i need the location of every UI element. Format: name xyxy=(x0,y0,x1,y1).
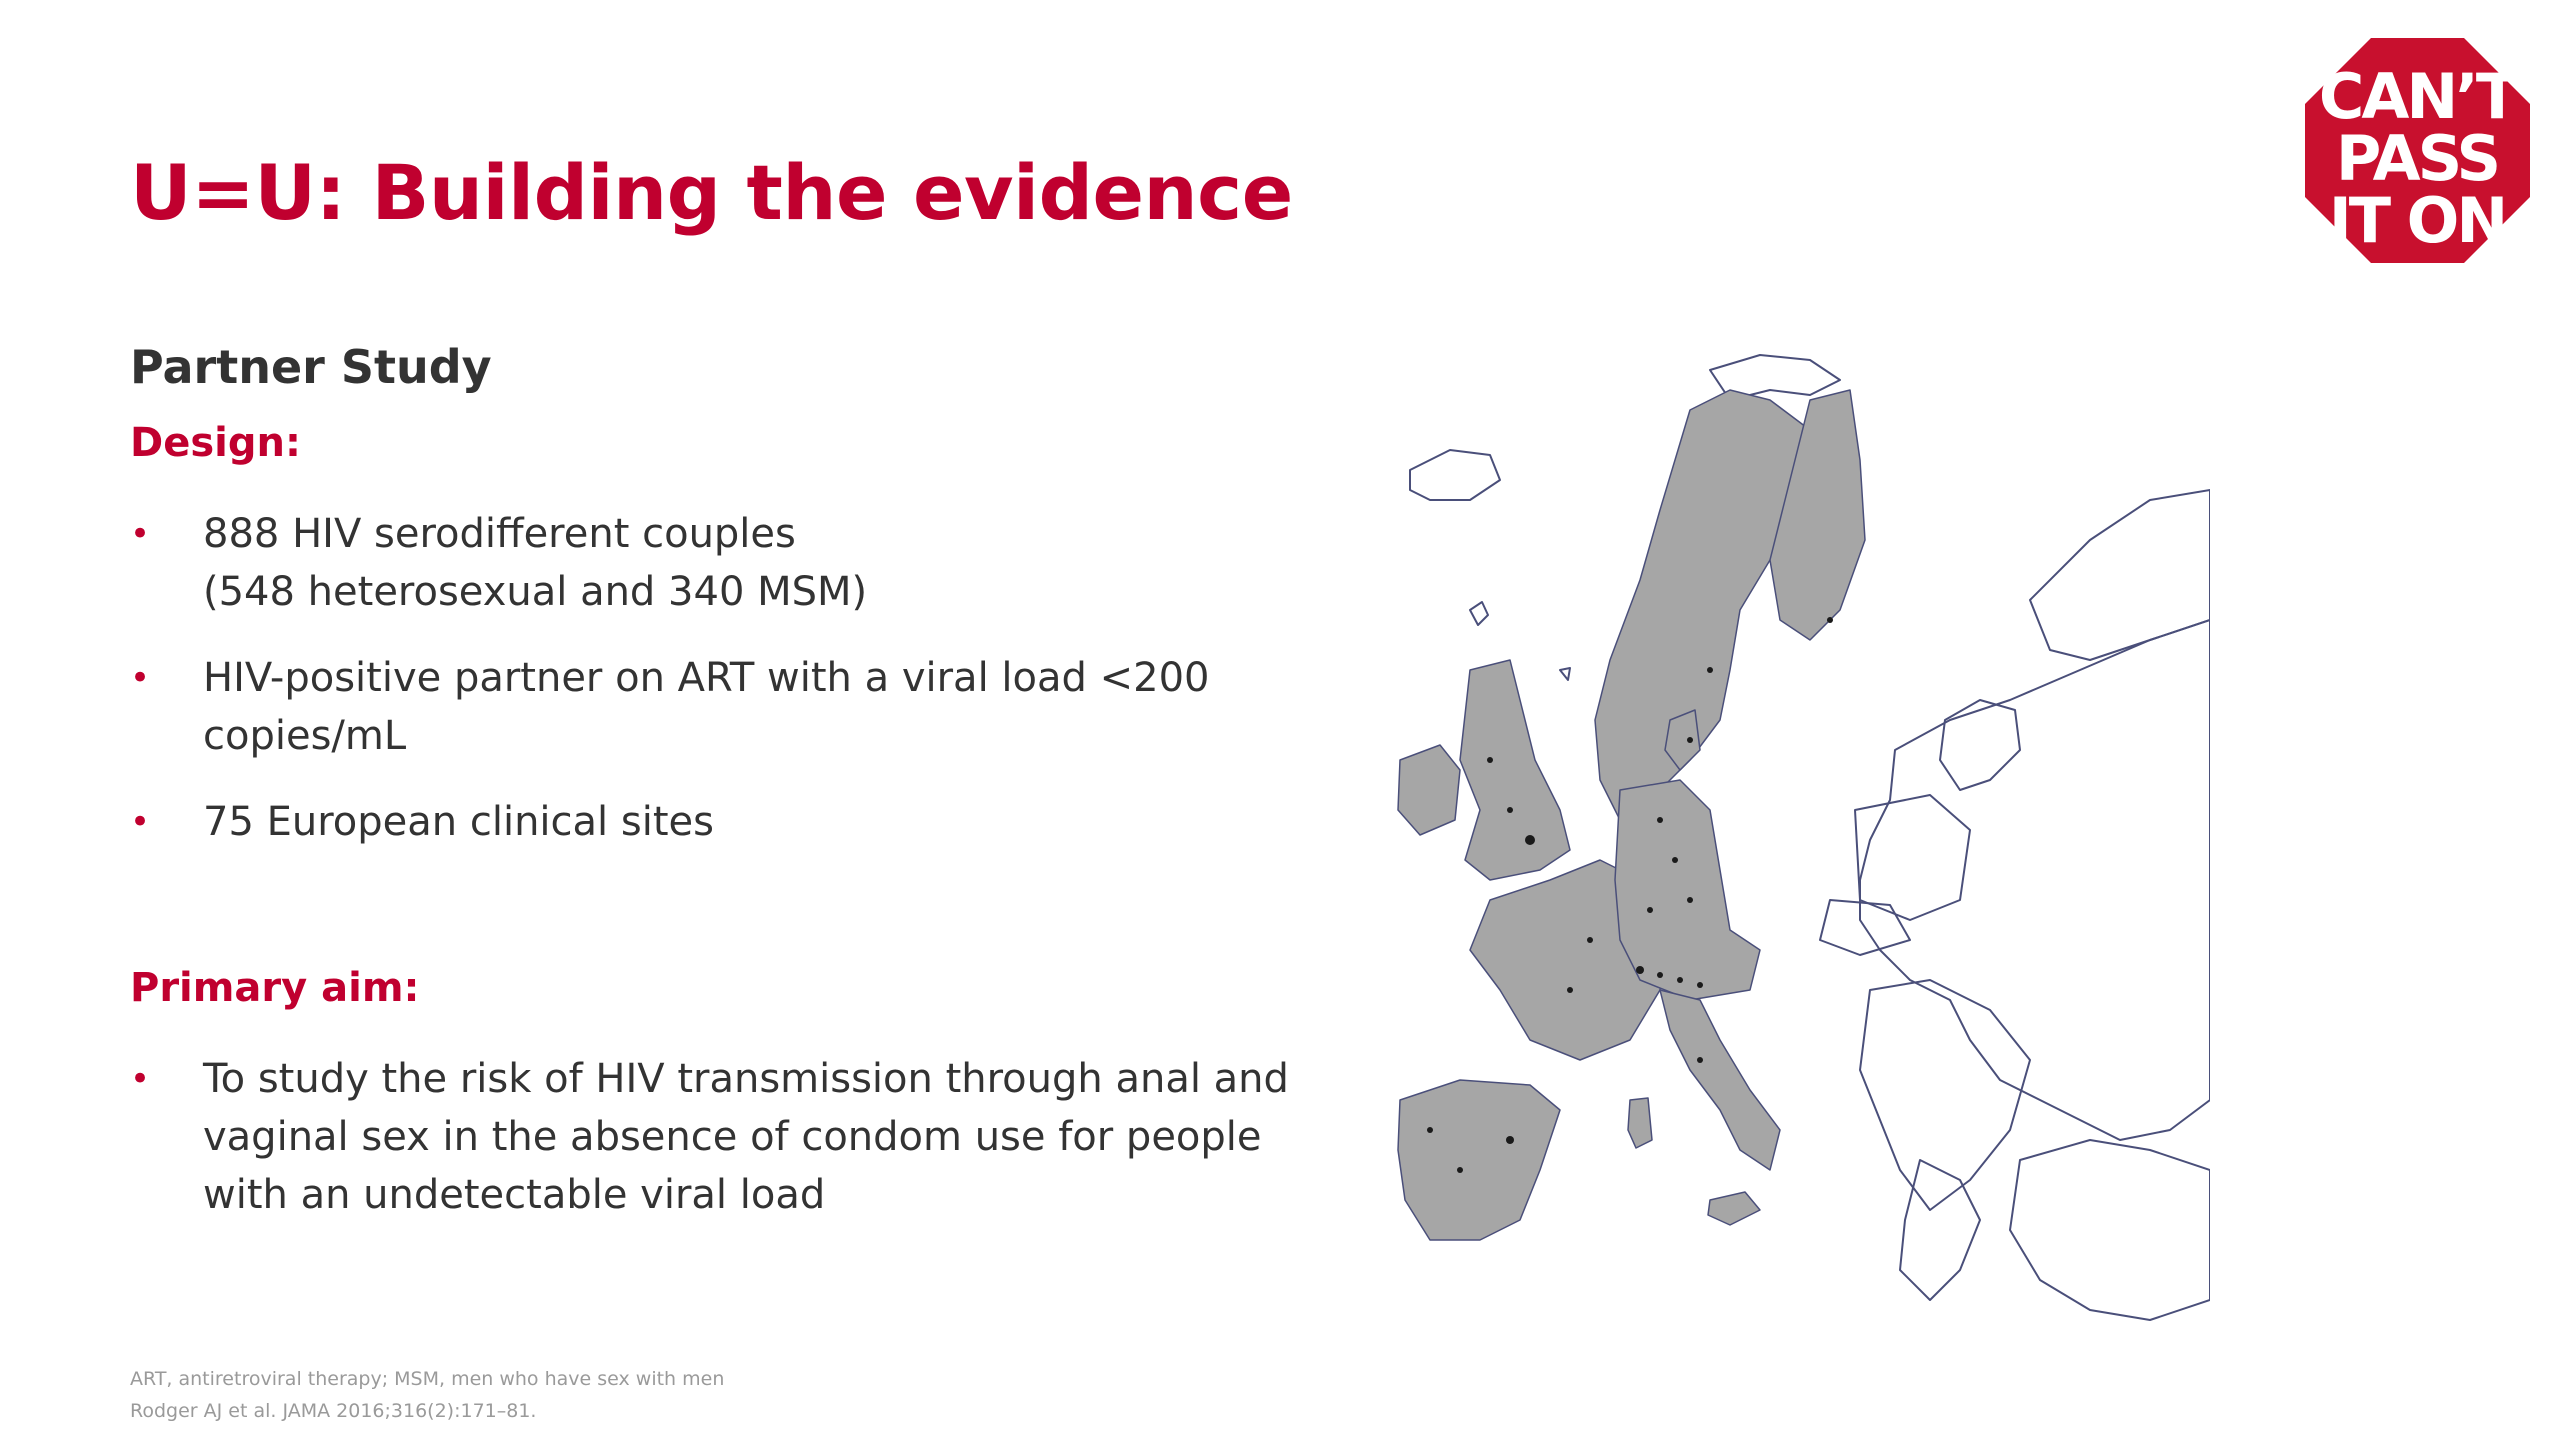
site-marker xyxy=(1657,817,1663,823)
logo-line-2: PASS xyxy=(2335,122,2499,195)
bullet-icon: • xyxy=(130,1059,151,1099)
germany-austria-switzerland-shape xyxy=(1615,780,1760,1000)
bullet-line: copies/mL xyxy=(203,713,407,759)
bullet-icon: • xyxy=(130,514,151,554)
slide-title: U=U: Building the evidence xyxy=(130,148,1293,237)
iberia-shape xyxy=(1398,1080,1560,1240)
design-heading: Design: xyxy=(130,420,301,466)
bullet-icon: • xyxy=(130,658,151,698)
russia-north-outline xyxy=(2030,490,2210,660)
site-marker xyxy=(1687,737,1693,743)
footnote-reference: Rodger AJ et al. JAMA 2016;316(2):171–81. xyxy=(130,1400,537,1422)
site-marker xyxy=(1657,972,1663,978)
site-marker xyxy=(1707,667,1713,673)
uk-shape xyxy=(1460,660,1570,880)
ireland-shape xyxy=(1398,745,1460,835)
site-marker xyxy=(1636,966,1644,974)
bullet-line: (548 heterosexual and 340 MSM) xyxy=(203,569,868,615)
bullet-item xyxy=(130,505,1330,621)
logo-line-3: IT ON xyxy=(2328,184,2506,257)
cant-pass-it-on-logo xyxy=(2305,38,2530,263)
turkey-outline xyxy=(2010,1140,2210,1320)
site-marker xyxy=(1487,757,1493,763)
site-marker xyxy=(1507,807,1513,813)
europe-map xyxy=(1390,340,2210,1360)
iceland-outline xyxy=(1410,450,1500,500)
site-marker xyxy=(1427,1127,1433,1133)
eastern-europe-outline xyxy=(1860,620,2210,1140)
balkans-outline xyxy=(1860,980,2030,1210)
footnote-abbreviations: ART, antiretroviral therapy; MSM, men who have sex with men xyxy=(130,1368,725,1390)
bullet-line: with an undetectable viral load xyxy=(203,1172,826,1218)
italy-shape xyxy=(1660,990,1780,1170)
sardinia-shape xyxy=(1628,1098,1652,1148)
site-marker xyxy=(1647,907,1653,913)
bullet-line: 75 European clinical sites xyxy=(203,799,714,845)
bullet-item xyxy=(130,649,1330,765)
site-marker xyxy=(1697,982,1703,988)
sicily-shape xyxy=(1708,1192,1760,1225)
bullet-icon: • xyxy=(130,802,151,842)
site-marker xyxy=(1687,897,1693,903)
site-marker xyxy=(1525,835,1535,845)
primary-aim-heading: Primary aim: xyxy=(130,965,420,1011)
site-marker xyxy=(1827,617,1833,623)
site-marker xyxy=(1457,1167,1463,1173)
primary-aim-bullet-list xyxy=(130,1050,1330,1252)
bullet-line: HIV-positive partner on ART with a viral load <200 xyxy=(203,655,1210,701)
site-marker xyxy=(1672,857,1678,863)
site-marker xyxy=(1567,987,1573,993)
bullet-item xyxy=(130,793,1330,851)
bullet-item xyxy=(130,1050,1330,1224)
site-marker xyxy=(1677,977,1683,983)
site-marker xyxy=(1587,937,1593,943)
design-bullet-list xyxy=(130,505,1330,879)
logo-line-1: CAN’T xyxy=(2318,60,2516,133)
bullet-line: vaginal sex in the absence of condom use for people xyxy=(203,1114,1262,1160)
study-name: Partner Study xyxy=(130,340,492,394)
poland-outline xyxy=(1855,795,1970,920)
stop-sign-icon xyxy=(2305,38,2530,263)
site-marker xyxy=(1697,1057,1703,1063)
site-marker xyxy=(1506,1136,1514,1144)
europe-map-icon xyxy=(1390,340,2210,1360)
bullet-line: 888 HIV serodifferent couples xyxy=(203,511,796,557)
bullet-line: To study the risk of HIV transmission through anal and xyxy=(203,1056,1289,1102)
baltic-outline xyxy=(1940,700,2020,790)
